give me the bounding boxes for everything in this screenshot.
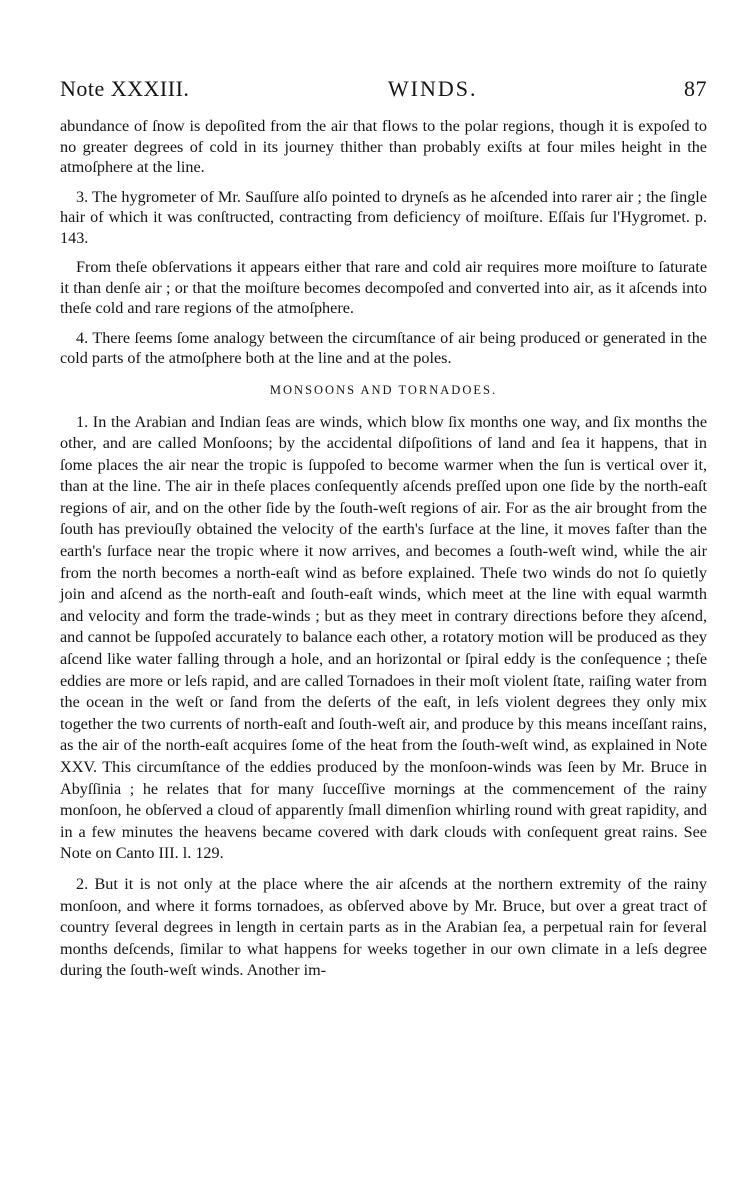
note-label: Note XXXIII.	[60, 76, 190, 101]
paragraph: 2. But it is not only at the place where the air aſcends at the northern extremity of the rainy monſoon, and where it forms tornadoes, as obſerved above by Mr. Bruce, but over a great tract of country ſeveral degrees in length in certain parts as in the Arabian ſea, a perpetual rain for ſeveral months deſcends, ſimilar to what happens for weeks together in our own climate in a leſs degree during the ſouth-weſt winds. Another im-	[60, 874, 707, 980]
paragraph: 3. The hygrometer of Mr. Sauſſure alſo pointed to dryneſs as he aſcended into rarer air ; the ſingle hair of which it was conſtructed, contracting from deficiency of moiſture. Eſſais ſur l'Hygromet. p. 143.	[60, 187, 707, 247]
running-header	[60, 76, 707, 102]
paragraph: 1. In the Arabian and Indian ſeas are winds, which blow ſix months one way, and ſix months the other, and are called Monſoons; by the accidental diſpoſitions of land and ſea it happens, that in ſome places the air near the tropic is ſuppoſed to become warmer when the ſun is vertical over it, than at the line. The air in theſe places conſequently aſcends preſſed upon one ſide by the north-eaſt regions of air, and on the other ſide by the ſouth-weſt regions of air. For as the air brought from the ſouth has previouſly obtained the velocity of the earth's ſurface at the line, it moves faſter than the earth's ſurface near the tropic where it now arrives, and becomes a ſouth-weſt wind, while the air from the north becomes a north-eaſt wind as before explained. Theſe two winds do not ſo quietly join and aſcend as the north-eaſt and ſouth-eaſt winds, which meet at the line with equal warmth and velocity and form the trade-winds ; but as they meet in contrary directions before they aſcend, and cannot be ſuppoſed accurately to balance each other, a rotatory motion will be produced as they aſcend like water falling through a hole, and an horizontal or ſpiral eddy is the conſequence ; theſe eddies are more or leſs rapid, and are called Tornadoes in their moſt violent ſtate, raiſing water from the ocean in the weſt or ſand from the deſerts of the eaſt, in leſs violent degrees they only mix together the two currents of north-eaſt and ſouth-weſt air, and produce by this means inceſſant rains, as the air of the north-eaſt acquires ſome of the heat from the ſouth-weſt wind, as explained in Note XXV. This circumſtance of the eddies produced by the monſoon-winds was ſeen by Mr. Bruce in Abyſſinia ; he relates that for many ſucceſſive mornings at the commencement of the rainy monſoon, he obſerved a cloud of apparently ſmall dimenſion whirling round with great rapidity, and in a few minutes the heavens became covered with dark clouds with conſequent great rains. See Note on Canto III. l. 129.	[60, 412, 707, 863]
section-heading: MONSOONS AND TORNADOES.	[269, 382, 498, 397]
body-text-bottom	[60, 412, 707, 982]
paragraph: From theſe obſervations it appears either that rare and cold air requires more moiſture to ſaturate it than denſe air ; or that the moiſture becomes decompoſed and converted into air, as it aſcends into theſe cold and rare regions of the atmoſphere.	[60, 258, 707, 317]
paragraph: abundance of ſnow is depoſited from the air that flows to the polar regions, though it is expoſed to no greater degrees of cold in its journey thither than probably exiſts at four miles height in the atmoſphere at the line.	[60, 117, 707, 176]
paragraph: 4. There ſeems ſome analogy between the circumſtance of air being produced or generated in the cold parts of the atmoſphere both at the line and at the poles.	[60, 328, 707, 367]
page-number: 87	[683, 76, 707, 101]
page-title: WINDS.	[387, 76, 478, 101]
body-text-top	[60, 116, 707, 369]
